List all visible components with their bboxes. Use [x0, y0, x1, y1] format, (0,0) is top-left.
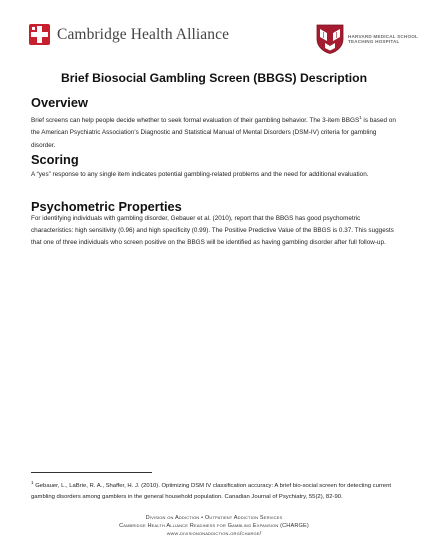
footnote-text: Gebauer, L., LaBrie, R. A., Shaffer, H. J. (2010). Optimizing DSM IV classification accuracy: A brief bio-social screen for detecting current gambling disorders among gamblers in the general household population. Canadian Journal of Psychiatry, 55(2), 82-90. [31, 482, 391, 501]
cha-cross-icon [29, 24, 50, 45]
footnote-ref[interactable]: 1 [359, 115, 362, 120]
cha-logo-text: Cambridge Health Alliance [57, 25, 230, 43]
footnote-divider [31, 472, 152, 473]
overview-text-part1: Brief screens can help people decide whether to seek formal evaluation of their gambling behavior. The 3-item BBGS [31, 117, 360, 125]
scoring-paragraph: A “yes” response to any single item indicates potential gambling-related problems and the need for additional evaluation. [31, 171, 369, 178]
footer-website-link[interactable]: www.divisiononaddiction.org/charge/ [166, 531, 262, 538]
footnote-marker: 1 [31, 480, 34, 485]
cambridge-health-alliance-logo[interactable] [29, 24, 229, 45]
hms-logo-text: HARVARD MEDICAL SCHOOL TEACHING HOSPITAL [348, 33, 418, 44]
psychometric-heading: Psychometric Properties [31, 199, 182, 214]
page-title: Brief Biosocial Gambling Screen (BBGS) Description [60, 71, 368, 85]
harvard-shield-icon [316, 24, 344, 54]
page-header [0, 0, 428, 60]
overview-heading: Overview [31, 95, 88, 110]
page-footer [0, 514, 428, 538]
harvard-medical-school-logo[interactable] [316, 24, 418, 54]
scoring-heading: Scoring [31, 152, 79, 167]
footer-line-charge: Cambridge Health Alliance Readiness for Gambling Expansion (CHARGE) [119, 523, 309, 530]
overview-paragraph [31, 112, 401, 152]
footnote [31, 477, 403, 503]
footer-line-division: Division on Addiction • Outpatient Addiction Services [145, 515, 283, 521]
overview-text-part2: is based on the American Psychiatric Association’s Diagnostic and Statistical Manual of Mental Disorders (DSM-IV) criteria for gambling disorder. [31, 117, 396, 149]
psychometric-paragraph: For identifying individuals with gambling disorder, Gebauer et al. (2010), report that the BBGS has good psychometric characteristics: high sensitivity (0.96) and high specificity (0.99). The Positive Predictive Value of the BBGS is 0.37. This suggests that one of three individuals who screen positive on the BBGS will be identified as having gambling disorder after full follow-up. [31, 215, 394, 247]
